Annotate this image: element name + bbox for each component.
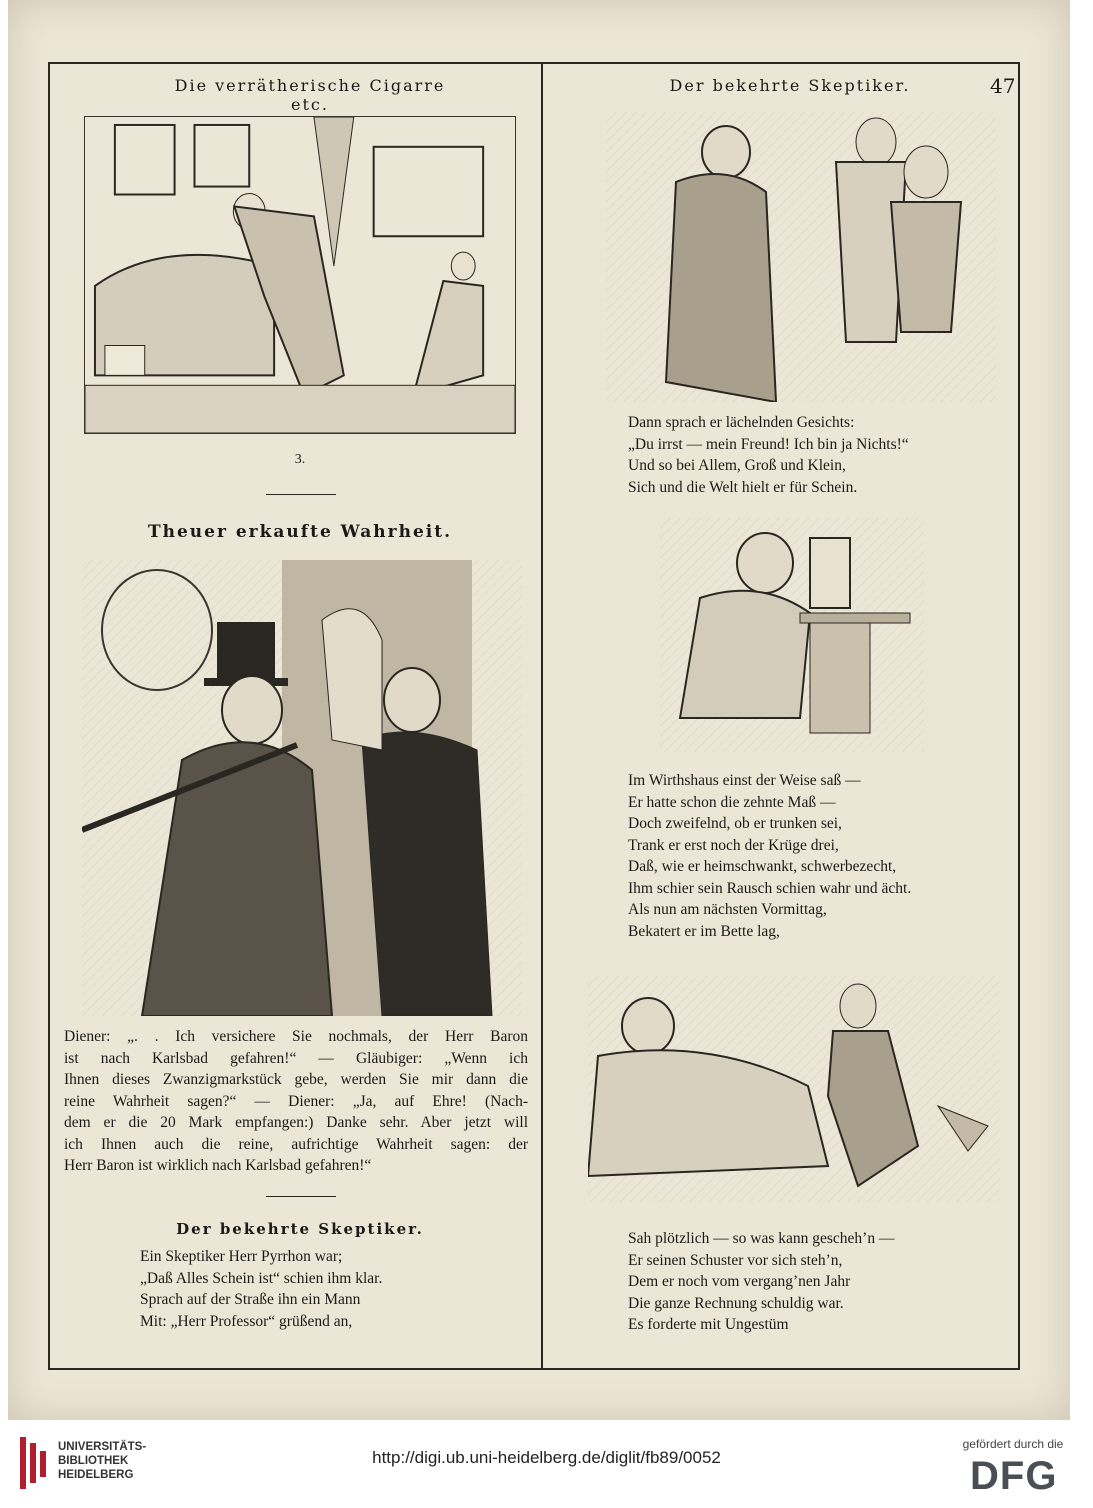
poem-line: Daß, wie er heimschwankt, schwerbezecht, [628,858,897,875]
poem-opening [140,1246,520,1332]
separator-rule [266,494,336,495]
story-line: Ihnen dieses Zwanzigmarkstück gebe, werden Sie mir dann die [64,1071,528,1088]
poem-line: Sprach auf der Straße ihn ein Mann [140,1291,361,1308]
story-line: ich Ihnen auch die reine, aufrichtige Wahrheit sagen: der [64,1135,528,1153]
story-title: Theuer erkaufte Wahrheit. [147,522,453,542]
poem-line: Und so bei Allem, Groß und Klein, [628,457,846,474]
poem-line: „Daß Alles Schein ist“ schien ihm klar. [140,1269,383,1287]
permalink-url[interactable]: http://digi.ub.uni-heidelberg.de/diglit/fb89/0052 [372,1448,721,1467]
right-running-title: Der bekehrte Skeptiker. [669,76,911,95]
left-running-title: Die verrätherische Cigarre etc. [174,76,446,114]
separator-rule [266,1196,336,1197]
poem-line: Dem er noch vom vergang’nen Jahr [628,1273,851,1290]
poem-line: Mit: „Herr Professor“ grüßend an, [140,1312,353,1330]
page-number: 47 [990,74,1016,98]
stanza-two [628,770,988,942]
poem-title: Der bekehrte Skeptiker. [176,1220,424,1238]
skeptic-bed-illustration [588,976,1000,1202]
story-line: reine Wahrheit sagen?“ — Diener: „Ja, auf Ehre! (Nach- [64,1092,528,1110]
poem-line: Die ganze Rechnung schuldig war. [628,1294,844,1312]
poem-line: Im Wirthshaus einst der Weise saß — [628,772,861,789]
stanza-three [628,1228,988,1336]
column-divider [541,62,543,1370]
skeptic-tavern-illustration [660,518,924,752]
poem-line: Sah plötzlich — so was kann gescheh’n — [628,1230,895,1247]
poem-line: Sich und die Welt hielt er für Schein. [628,478,858,496]
poem-line: Ein Skeptiker Herr Pyrrhon war; [140,1248,343,1265]
figure-caption: 3. [294,452,306,467]
skeptic-street-illustration [606,112,996,402]
cigar-scene-illustration [84,116,516,434]
library-name[interactable]: UNIVERSITÄTS- BIBLIOTHEK HEIDELBERG [58,1441,147,1481]
poem-line: Als nun am nächsten Vormittag, [628,901,827,918]
stanza-one [628,412,988,498]
story-text [64,1026,528,1177]
dfg-logo[interactable]: DFG [970,1454,1058,1498]
story-line: Diener: „. . Ich versichere Sie nochmals, der Herr Baron [64,1028,528,1045]
poem-line: Trank er erst noch der Krüge drei, [628,836,839,854]
servant-creditor-illustration [82,560,522,1016]
story-line: dem er die 20 Mark empfangen:) Danke sehr. Aber jetzt will [64,1114,528,1131]
poem-line: Ihm schier sein Rausch schien wahr und ächt. [628,879,912,897]
poem-line: Bekatert er im Bette lag, [628,922,780,940]
poem-line: „Du irrst — mein Freund! Ich bin ja Nichts!“ [628,435,909,453]
funding-note: gefördert durch die [962,1437,1064,1451]
poem-line: Es forderte mit Ungestüm [628,1316,789,1333]
poem-line: Doch zweifelnd, ob er trunken sei, [628,815,842,832]
story-line: ist nach Karlsbad gefahren!“ — Gläubiger: „Wenn ich [64,1049,528,1067]
poem-line: Er seinen Schuster vor sich steh’n, [628,1251,843,1269]
poem-line: Dann sprach er lächelnden Gesichts: [628,414,855,431]
story-line: Herr Baron ist wirklich nach Karlsbad gefahren!“ [64,1157,372,1174]
poem-line: Er hatte schon die zehnte Maß — [628,793,836,811]
